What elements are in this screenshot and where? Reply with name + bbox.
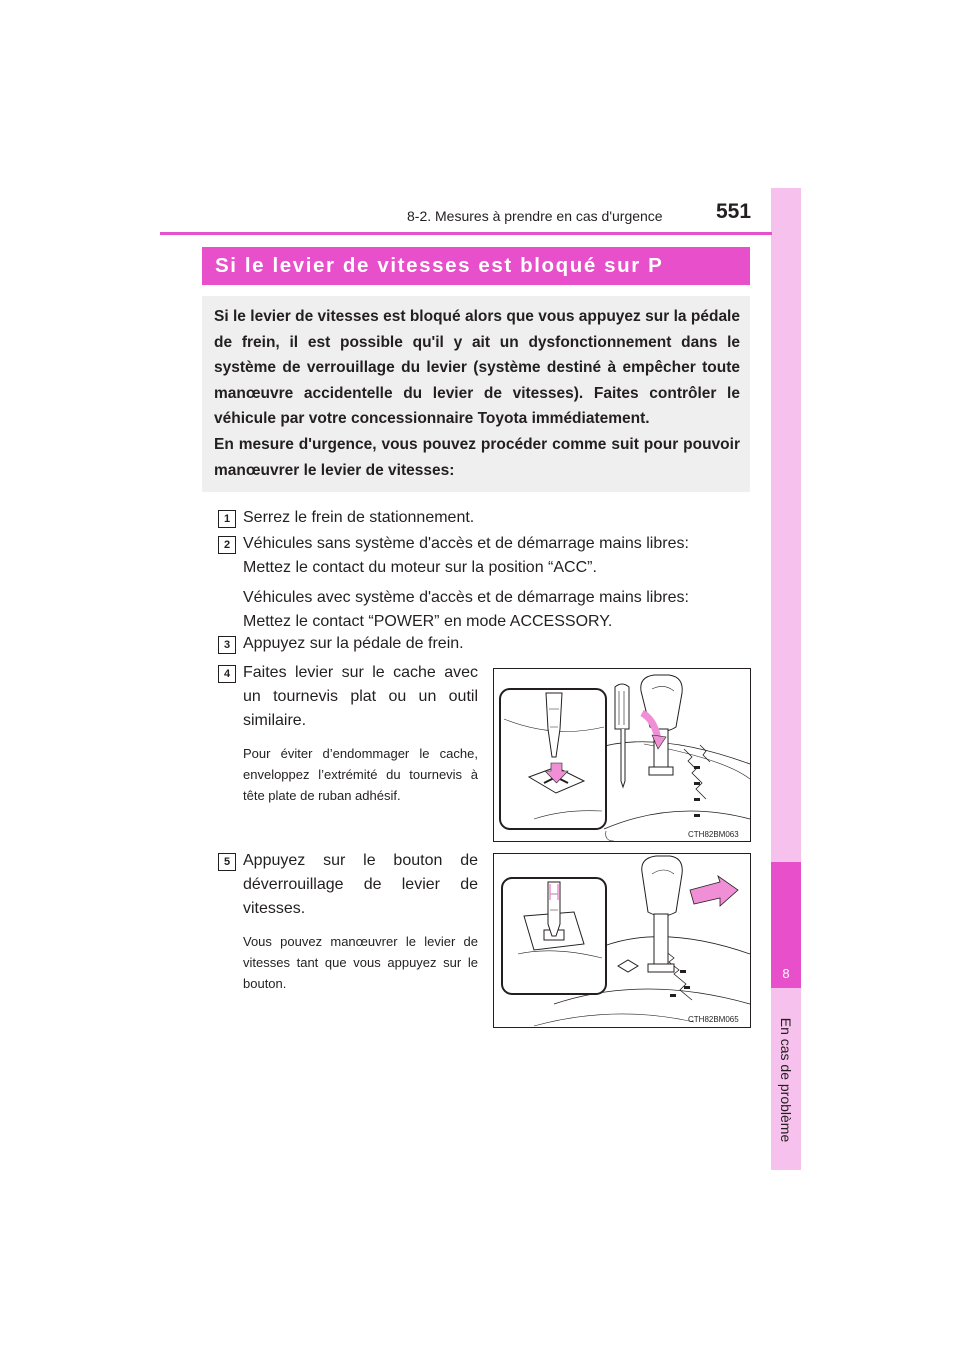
intro-paragraph-1: Si le levier de vitesses est bloqué alors que vous appuyez sur la pédale de frein, il est possible qu'il y ait un dysfonctionnement dans le système de verrouillage du levier (système destiné à empêcher toute manœuvre accidentelle du levier de vitesses). Faites contrôler le véhicule par votre concessionnaire Toyota immédiatement. bbox=[214, 308, 740, 428]
header-rule bbox=[160, 232, 772, 235]
step-5-note: Vous pouvez manœuvrer le levier de vitesses tant que vous appuyez sur le bouton. bbox=[243, 934, 478, 991]
intro-paragraph-2: En mesure d'urgence, vous pouvez procéder comme suit pour pouvoir manœuvrer le levier de vitesses: bbox=[214, 435, 740, 479]
step-5-text bbox=[243, 849, 478, 994]
step-4-note: Pour éviter d’endommager le cache, enveloppez l’extrémité du tournevis à tête plate de ruban adhésif. bbox=[243, 746, 478, 803]
figure-2-code: CTH82BM065 bbox=[688, 1015, 739, 1024]
step-number-5: 5 bbox=[218, 853, 236, 871]
step-number-4: 4 bbox=[218, 665, 236, 683]
step-4-text bbox=[243, 661, 478, 806]
figure-pry-cover-drawing bbox=[494, 669, 752, 843]
step-2-line-4: Mettez le contact “POWER” en mode ACCESSORY. bbox=[243, 613, 613, 630]
step-4-line-3: similaire. bbox=[243, 712, 307, 729]
step-2-text bbox=[243, 532, 743, 634]
chapter-number: 8 bbox=[782, 966, 790, 981]
intro-box bbox=[202, 296, 750, 492]
step-2-line-3: Véhicules avec système d'accès et de démarrage mains libres: bbox=[243, 589, 689, 606]
running-header: 8-2. Mesures à prendre en cas d'urgence bbox=[407, 208, 663, 224]
step-4-line-2: un tournevis plat ou un outil bbox=[243, 688, 478, 705]
step-number-2: 2 bbox=[218, 536, 236, 554]
step-2-line-1: Véhicules sans système d'accès et de démarrage mains libres: bbox=[243, 535, 689, 552]
figure-pry-cover bbox=[493, 668, 751, 842]
step-3-text: Appuyez sur la pédale de frein. bbox=[243, 635, 464, 652]
step-1-text: Serrez le frein de stationnement. bbox=[243, 509, 475, 526]
section-title: Si le levier de vitesses est bloqué sur P bbox=[202, 247, 750, 285]
page-number: 551 bbox=[716, 200, 752, 223]
figure-press-release-button-drawing bbox=[494, 854, 752, 1029]
step-2-line-2: Mettez le contact du moteur sur la position “ACC”. bbox=[243, 559, 597, 576]
figure-press-release-button bbox=[493, 853, 751, 1028]
step-5-line-1: Appuyez sur le bouton de bbox=[243, 852, 478, 869]
step-5-line-2: déverrouillage de levier de bbox=[243, 876, 478, 893]
step-number-3: 3 bbox=[218, 636, 236, 654]
step-5-line-3: vitesses. bbox=[243, 900, 306, 917]
figure-1-code: CTH82BM063 bbox=[688, 830, 739, 839]
step-4-line-1: Faites levier sur le cache avec bbox=[243, 664, 478, 681]
chapter-title: En cas de problème bbox=[778, 1017, 794, 1143]
step-number-1: 1 bbox=[218, 510, 236, 528]
